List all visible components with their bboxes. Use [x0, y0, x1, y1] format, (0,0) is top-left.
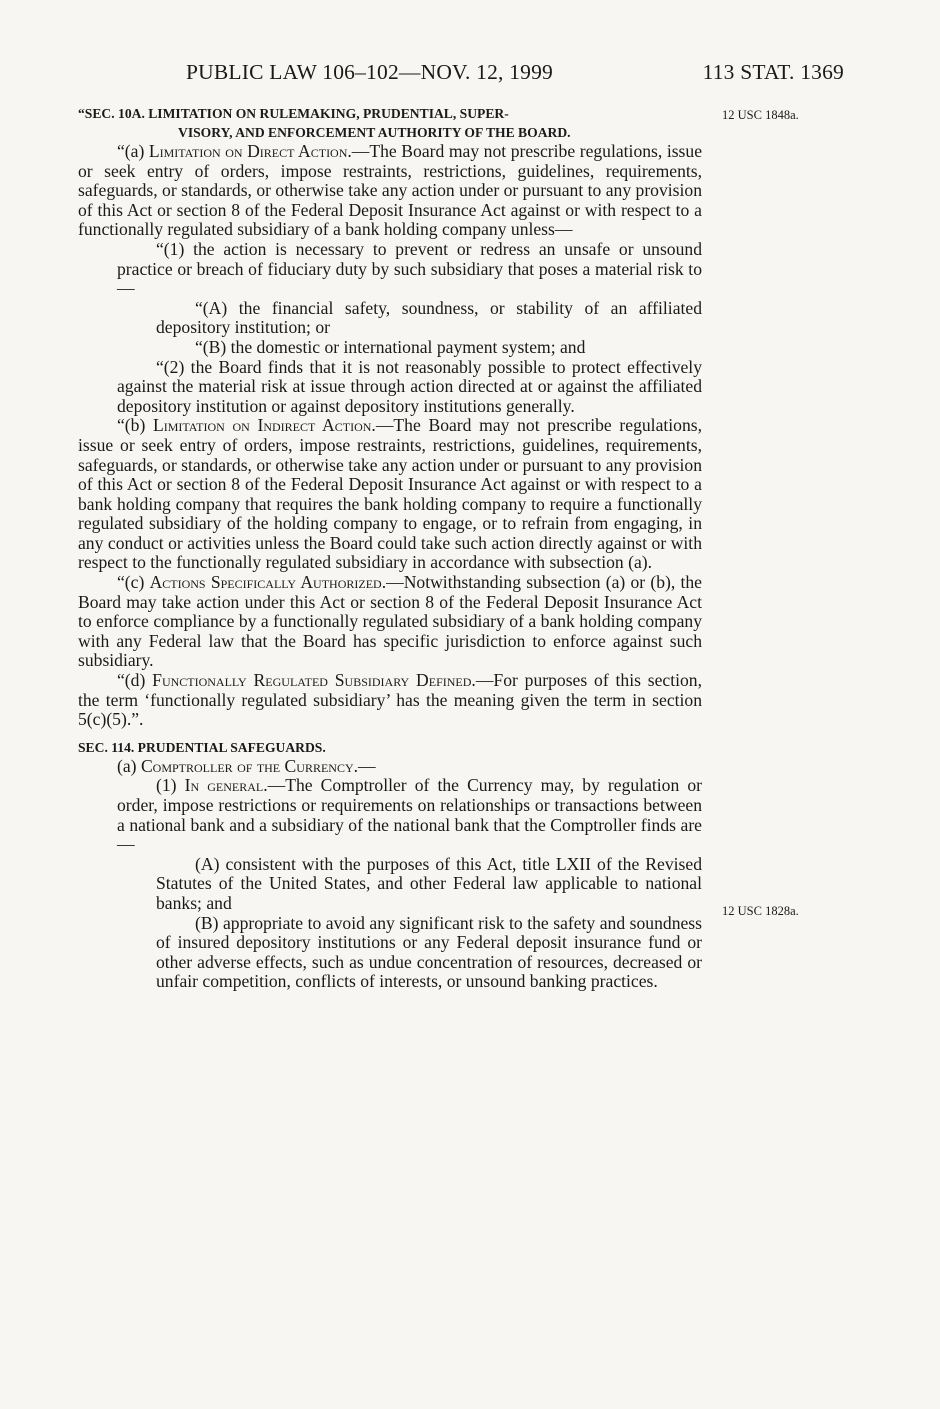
statute-body	[78, 104, 702, 992]
subsection-c-caption: Actions Specifically Authorized.	[149, 572, 387, 593]
subsection-b-text: —The Board may not prescribe regulations, issue or seek entry of orders, impose restraints, restrictions, guidelines, requirements, safeguards, or standards, or otherwise take any action under or pursuant to any provision of this Act or section 8 of the Federal Deposit Insurance Act against or with respect to a bank holding company that requires the bank holding company to require a functionally regulated subsidiary of the holding company to engage, or to refrain from engaging, in any conduct or activities unless the Board could take such action directly against or with respect to the functionally regulated subsidiary in accordance with subsection (a).	[78, 415, 702, 573]
section-10a-heading-line1: “SEC. 10A. LIMITATION ON RULEMAKING, PRUDENTIAL, SUPER-	[78, 106, 509, 121]
section-114-a-caption: Comptroller of the Currency.	[140, 755, 359, 776]
subsection-d-caption: Functionally Regulated Subsidiary Defined.	[152, 670, 476, 691]
section-114-a-label: (a)	[117, 755, 141, 776]
subparagraph-aA: “(A) the financial safety, soundness, or stability of an affiliated depository institution; or	[156, 297, 702, 338]
section-114-heading: SEC. 114. PRUDENTIAL SAFEGUARDS.	[78, 739, 326, 755]
subsection-c-label: “(c)	[117, 572, 150, 593]
subsection-a	[78, 142, 702, 240]
subsection-a-text: —The Board may not prescribe regulations, issue or seek entry of orders, impose restraints, restrictions, guidelines, requirements, safeguards, or standards, or otherwise take any action under or pursuant to any provision of this Act or section 8 of the Federal Deposit Insurance Act against or with respect to a functionally regulated subsidiary of a bank holding company unless—	[78, 141, 703, 240]
header-public-law: PUBLIC LAW 106–102—NOV. 12, 1999	[186, 60, 554, 84]
subsection-a-caption: Limitation on Direct Action.	[148, 141, 352, 161]
section-114-paragraph-a1	[78, 776, 702, 854]
subsection-b-caption: Limitation on Indirect Action.	[153, 415, 376, 436]
paragraph-a1: “(1) the action is necessary to prevent or redress an unsafe or unsound practice or breach of fiduciary duty by such subsidiary that poses a material risk to—	[117, 238, 702, 299]
section-114-subparagraph-A: (A) consistent with the purposes of this Act, title LXII of the Revised Statutes of the United States, and other Federal law applicable to national banks; and	[156, 853, 702, 913]
section-114-subparagraph-B: (B) appropriate to avoid any significant risk to the safety and soundness of insured depository institutions or any Federal deposit insurance fund or other adverse effects, such as undue concentration of resources, decreased or unfair competition, conflicts of interests, or unsound banking practices.	[156, 912, 702, 992]
subparagraph-aB: “(B) the domestic or international payment system; and	[195, 336, 586, 357]
section-114-a1-label: (1)	[156, 775, 185, 796]
subsection-c	[78, 573, 702, 671]
section-114-a-dash: —	[358, 755, 376, 776]
subsection-d-text: —For purposes of this section, the term ‘functionally regulated subsidiary’ has the meaning given the term in section 5(c)(5).”.	[78, 670, 702, 730]
subsection-c-text: —Notwithstanding subsection (a) or (b), the Board may take action under this Act or section 8 of the Federal Deposit Insurance Act to enforce compliance by a functionally regulated subsidiary of a bank holding company with any Federal law that the Board has specific jurisdiction to enforce against such subsidiary.	[78, 572, 702, 671]
subsection-d	[78, 671, 702, 730]
header-stat-citation: 113 STAT. 1369	[702, 60, 844, 84]
paragraph-a2: “(2) the Board finds that it is not reasonably possible to protect effectively against the material risk at issue through action directed at or against the affiliated depository institution or against depository institutions generally.	[117, 356, 702, 416]
section-114-subsection-a	[78, 757, 702, 777]
section-10a-heading-line2: VISORY, AND ENFORCEMENT AUTHORITY OF THE BOARD.	[178, 125, 571, 140]
subsection-b-label: “(b)	[117, 415, 154, 436]
section-114-a1-caption: In general.	[184, 775, 268, 796]
subsection-b	[78, 416, 702, 573]
margin-citation-1828a: 12 USC 1828a.	[722, 904, 799, 918]
section-114-a1-text: —The Comptroller of the Currency may, by regulation or order, impose restrictions or requirements on relationships or transactions between a national bank and a subsidiary of the national bank that the Comptroller finds are—	[117, 775, 702, 855]
margin-citation-1848a: 12 USC 1848a.	[722, 108, 799, 122]
subsection-a-label: “(a)	[117, 141, 149, 161]
section-10a-heading	[78, 104, 702, 142]
subsection-d-label: “(d)	[117, 670, 153, 691]
